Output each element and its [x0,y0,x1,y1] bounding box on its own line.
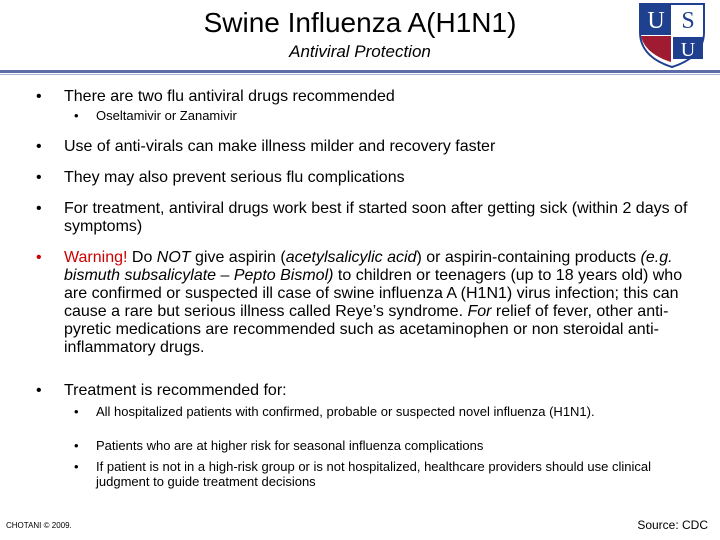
bullet-text: Patients who are at higher risk for seasonal influenza complications [96,438,484,453]
bullet-icon: • [36,200,42,217]
warning-part: give aspirin ( [190,249,286,266]
warning-part: relief of fever, other anti-pyretic medications are recommended such as acetaminophen or non steroidal anti-inflammatory drugs. [64,303,669,356]
warning-text [64,249,692,357]
warning-not: NOT [156,249,191,266]
warning-for: For [467,303,492,320]
header-rule [0,70,720,73]
warning-label: Warning! [64,249,128,266]
logo-letter-s: S [681,8,695,34]
warning-part: to children or teenagers (up to 18 years old) who are confirmed or suspected ill case of swine influenza A (H1N1) virus infection; this can cause a rare but serious illness called Reye’s syndrome. [64,267,683,320]
bullet-text: Treatment is recommended for: [64,382,287,399]
bullet-text: Use of anti-virals can make illness milder and recovery faster [64,138,496,155]
bullet-icon: • [74,108,79,123]
bullet-icon: • [74,404,79,419]
warning-part: ) or aspirin-containing products [416,249,641,266]
warning-example: (e.g. bismuth subsalicylate – Pepto Bismol) [64,249,673,284]
warning-acid: acetylsalicylic acid [285,249,417,266]
slide-header [0,0,720,74]
bullet-text: For treatment, antiviral drugs work best if started soon after getting sick (within 2 days of symptoms) [64,200,688,235]
page-subtitle: Antiviral Protection [289,42,431,61]
bullet-icon: • [74,438,79,453]
logo-letter-u1: U [647,8,665,34]
bullet-icon: • [36,249,42,266]
bullet-icon: • [74,459,79,474]
bullet-text: They may also prevent serious flu complications [64,169,405,186]
bullet-icon: • [36,169,42,186]
bullet-text: If patient is not in a high-risk group or is not hospitalized, healthcare providers should use clinical judgment to guide treatment decisions [96,459,651,489]
bullet-text: Oseltamivir or Zanamivir [96,108,237,123]
warning-part: Do [127,249,157,266]
bullet-icon: • [36,88,42,105]
bullet-text: There are two flu antiviral drugs recommended [64,88,395,105]
bullet-icon: • [36,138,42,155]
usu-shield-logo-icon [638,2,706,68]
header-rule-thin [0,74,720,75]
logo-letter-u2: U [680,39,696,61]
page-title: Swine Influenza A(H1N1) [203,7,517,38]
bullet-text: All hospitalized patients with confirmed, probable or suspected novel influenza (H1N1). [96,404,595,419]
copyright-text: CHOTANI © 2009. [6,521,72,530]
bullet-icon: • [36,382,42,399]
source-text: Source: CDC [637,518,708,532]
